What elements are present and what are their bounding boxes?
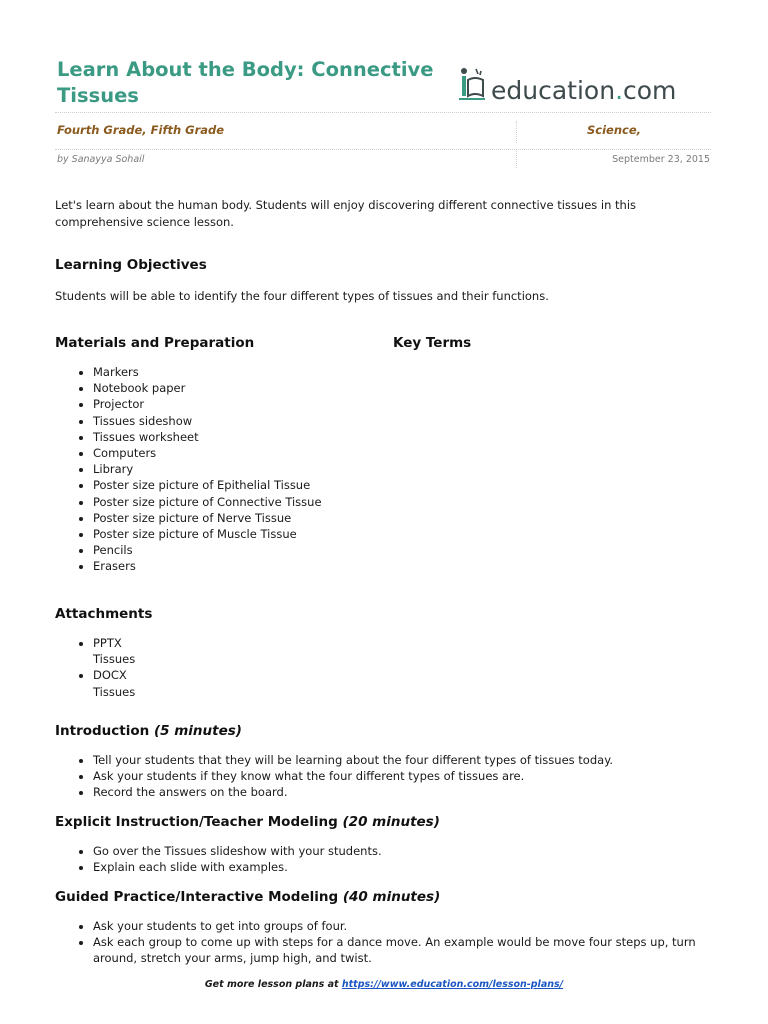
list-item: • Poster size picture of Epithelial Tissue — [93, 477, 322, 493]
guided-practice-duration: (40 minutes) — [342, 889, 441, 905]
list-item: • Explain each slide with examples. — [93, 859, 382, 875]
list-item: • Record the answers on the board. — [93, 784, 613, 800]
lesson-plans-link[interactable]: https://www.education.com/lesson-plans/ — [341, 979, 564, 990]
meta-divider — [55, 149, 711, 150]
key-terms-heading: Key Terms — [393, 335, 472, 351]
attachment-type: • PPTX — [93, 636, 122, 650]
introduction-list — [72, 752, 613, 801]
list-item: • Library — [93, 461, 322, 477]
list-item: • Tissues sideshow — [93, 413, 322, 429]
list-item: • Pencils — [93, 542, 322, 558]
explicit-instruction-duration: (20 minutes) — [342, 814, 440, 830]
list-item: • Markers — [93, 364, 322, 380]
footer-text: Get more lesson plans at — [204, 979, 339, 990]
list-item: • Tissues worksheet — [93, 429, 322, 445]
attachment-name[interactable]: Tissues — [93, 652, 136, 667]
attachment-type: • DOCX — [93, 668, 127, 683]
list-item: • Ask your students to get into groups of four. — [93, 918, 713, 934]
list-item: • Ask your students if they know what the four different types of tissues are. — [93, 768, 613, 784]
intro-paragraph: Let's learn about the human body. Students will enjoy discovering different connective tissues in this comprehensive science lesson. — [55, 198, 637, 229]
header-divider — [55, 112, 711, 113]
list-item: • Ask each group to come up with steps for a dance move. An example would be move four steps up, turn around, stretch your arms, jump high, and twist. — [93, 934, 713, 966]
guided-practice-heading: Guided Practice/Interactive Modeling (40 minutes) — [55, 889, 441, 905]
explicit-instruction-heading: Explicit Instruction/Teacher Modeling (20 minutes) — [55, 814, 440, 830]
explicit-instruction-list — [72, 843, 382, 875]
attachment-name[interactable]: Tissues — [93, 684, 136, 699]
page-footer — [0, 979, 768, 990]
grade-level: Fourth Grade, Fifth Grade — [57, 123, 225, 137]
list-item: • Poster size picture of Muscle Tissue — [93, 526, 322, 542]
list-item: • Projector — [93, 396, 322, 412]
page-title: Learn About the Body: Connective Tissues — [57, 58, 434, 107]
attachments-heading: Attachments — [55, 606, 153, 622]
attachment-docx[interactable] — [93, 667, 135, 699]
list-item: • Poster size picture of Connective Tissue — [93, 494, 322, 510]
meta-separator — [516, 121, 517, 143]
list-item: • Tell your students that they will be learning about the four different types of tissues today. — [93, 752, 613, 768]
author-byline: by Sanayya Sohail — [57, 154, 145, 165]
education-com-logo[interactable] — [455, 66, 676, 106]
list-item: • Notebook paper — [93, 380, 322, 396]
learning-objectives-text: Students will be able to identify the four different types of tissues and their functions. — [55, 289, 549, 303]
logo-wordmark: education.com — [491, 76, 677, 105]
subject-label: Science, — [586, 123, 641, 137]
materials-heading: Materials and Preparation — [55, 335, 255, 351]
list-item: • Erasers — [93, 558, 322, 574]
materials-list — [72, 364, 322, 575]
list-item: • Computers — [93, 445, 322, 461]
introduction-duration: (5 minutes) — [153, 723, 242, 739]
introduction-heading: Introduction (5 minutes) — [55, 723, 242, 739]
guided-practice-list — [72, 918, 713, 967]
list-item: • Poster size picture of Nerve Tissue — [93, 510, 322, 526]
list-item: • Go over the Tissues slideshow with your students. — [93, 843, 382, 859]
attachment-pptx[interactable] — [93, 635, 135, 667]
publish-date: September 23, 2015 — [612, 154, 710, 165]
attachments-list — [72, 635, 135, 700]
book-person-icon — [455, 66, 489, 106]
meta-separator-2 — [516, 151, 517, 168]
learning-objectives-heading: Learning Objectives — [55, 257, 207, 273]
